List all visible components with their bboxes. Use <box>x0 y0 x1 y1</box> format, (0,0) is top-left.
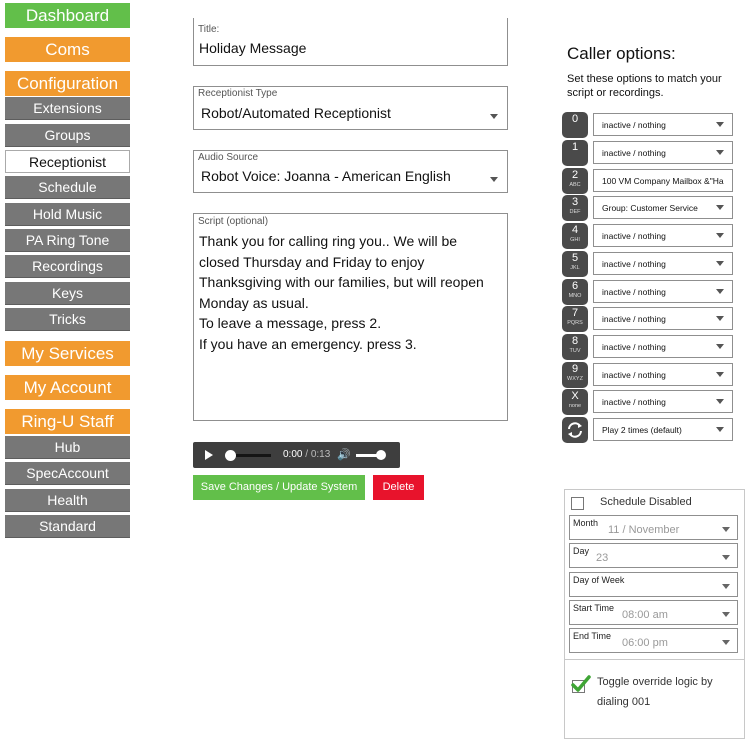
nav-my-account[interactable]: My Account <box>5 375 130 400</box>
day-of-week-label: Day of Week <box>573 575 625 585</box>
script-label: Script (optional) <box>198 216 269 227</box>
script-line: Thank you for calling ring you.. We will be <box>199 233 458 249</box>
start-time-label: Start Time <box>573 603 615 613</box>
start-time-value: 08:00 am <box>622 609 668 621</box>
chevron-down-icon <box>716 233 724 238</box>
key-letters: TUV <box>569 348 581 354</box>
chevron-down-icon <box>716 427 724 432</box>
key-letters: ABC <box>569 182 581 188</box>
save-changes-button[interactable]: Save Changes / Update System <box>193 475 365 500</box>
day-label: Day <box>573 546 590 556</box>
key-badge <box>562 334 588 360</box>
key-5-select[interactable] <box>593 252 733 275</box>
end-time-label: End Time <box>573 631 612 641</box>
audio-time-separator: / <box>302 449 311 460</box>
nav-hold-music[interactable]: Hold Music <box>5 203 130 226</box>
key-letters: WXYZ <box>567 376 583 382</box>
script-line: Monday as usual. <box>199 294 309 311</box>
nav-health[interactable]: Health <box>5 489 130 512</box>
key-letters: MNO <box>568 293 582 299</box>
chevron-down-icon <box>716 399 724 404</box>
script-text <box>199 231 484 355</box>
day-select[interactable] <box>569 543 738 568</box>
chevron-down-icon <box>716 150 724 155</box>
nav-keys[interactable]: Keys <box>5 282 130 305</box>
key-digit: X <box>571 390 579 402</box>
script-textarea[interactable] <box>193 213 508 421</box>
key-option-value: inactive / nothing <box>602 397 666 407</box>
key-digit: 7 <box>571 307 579 319</box>
chevron-down-icon <box>716 122 724 127</box>
nav-ring-u-staff[interactable]: Ring-U Staff <box>5 409 130 434</box>
chevron-down-icon <box>722 612 730 617</box>
key-option-value: inactive / nothing <box>602 148 666 158</box>
chevron-down-icon <box>722 555 730 560</box>
schedule-divider <box>565 659 744 660</box>
script-line: If you have an emergency. press 3. <box>199 335 417 352</box>
chevron-down-icon <box>490 177 498 182</box>
key-digit: 8 <box>571 335 579 347</box>
title-value: Holiday Message <box>199 40 307 56</box>
nav-groups[interactable]: Groups <box>5 124 130 147</box>
key-8-select[interactable] <box>593 335 733 358</box>
audio-duration: 0:13 <box>310 449 331 460</box>
key-option-value: inactive / nothing <box>602 259 666 269</box>
nav-tricks[interactable]: Tricks <box>5 308 130 331</box>
key-2-select[interactable] <box>593 169 733 192</box>
audio-progress-thumb[interactable] <box>225 450 236 461</box>
key-badge <box>562 251 588 277</box>
nav-configuration[interactable]: Configuration <box>5 71 130 96</box>
key-digit: 5 <box>571 252 579 264</box>
chevron-down-icon <box>490 114 498 119</box>
chevron-down-icon <box>722 640 730 645</box>
month-label: Month <box>573 518 599 528</box>
nav-hub[interactable]: Hub <box>5 436 130 459</box>
key-badge <box>562 168 588 194</box>
key-7-select[interactable] <box>593 307 733 330</box>
key-badge <box>562 195 588 221</box>
volume-thumb[interactable] <box>376 450 386 460</box>
chevron-down-icon <box>716 316 724 321</box>
nav-specaccount[interactable]: SpecAccount <box>5 462 130 485</box>
audio-current-time: 0:00 <box>283 449 303 460</box>
caller-options-title: Caller options: <box>567 44 676 63</box>
nav-pa-ring-tone[interactable]: PA Ring Tone <box>5 229 130 252</box>
receptionist-type-select[interactable] <box>193 86 508 130</box>
month-value: 11 / November <box>608 524 680 536</box>
key-badge <box>562 279 588 305</box>
key-letters: PQRS <box>567 320 583 326</box>
end-time-value: 06:00 pm <box>622 637 668 649</box>
key-digit: 1 <box>571 141 579 153</box>
key-digit: 4 <box>571 224 579 236</box>
receptionist-type-value: Robot/Automated Receptionist <box>201 105 391 121</box>
key-badge <box>562 389 588 415</box>
delete-button[interactable]: Delete <box>373 475 424 500</box>
key-option-value: inactive / nothing <box>602 370 666 380</box>
key-3-select[interactable] <box>593 196 733 219</box>
key-digit: 6 <box>571 280 579 292</box>
override-label: Toggle override logic by dialing 001 <box>597 676 713 708</box>
key-option-value: 100 VM Company Mailbox &"Ha <box>602 176 724 186</box>
key-badge <box>562 140 588 166</box>
chevron-down-icon <box>722 527 730 532</box>
nav-schedule[interactable]: Schedule <box>5 176 130 199</box>
audio-source-select[interactable] <box>193 150 508 193</box>
key-badge <box>562 362 588 388</box>
nav-my-services[interactable]: My Services <box>5 341 130 366</box>
key-digit: 9 <box>571 363 579 375</box>
key-1-select[interactable] <box>593 141 733 164</box>
key-letters: GHI <box>570 237 580 243</box>
chevron-down-icon <box>716 372 724 377</box>
script-line: closed Thursday and Friday to enjoy <box>199 253 425 270</box>
key-digit: 3 <box>571 196 579 208</box>
nav-receptionist[interactable]: Receptionist <box>5 150 130 173</box>
title-label: Title: <box>198 24 220 35</box>
receptionist-type-label: Receptionist Type <box>198 88 278 99</box>
nav-dashboard[interactable]: Dashboard <box>5 3 130 28</box>
key-option-value: inactive / nothing <box>602 120 666 130</box>
day-value: 23 <box>596 552 609 564</box>
nav-extensions[interactable]: Extensions <box>5 97 130 120</box>
nav-standard[interactable]: Standard <box>5 515 130 538</box>
key-option-value: inactive / nothing <box>602 342 666 352</box>
key-digit: 2 <box>571 169 579 181</box>
key-option-value: inactive / nothing <box>602 287 666 297</box>
key-letters: DEF <box>569 209 581 215</box>
nav-coms[interactable]: Coms <box>5 37 130 62</box>
chevron-down-icon <box>716 289 724 294</box>
key-option-value: Group: Customer Service <box>602 203 698 213</box>
key-x-select[interactable] <box>593 390 733 413</box>
chevron-down-icon <box>716 344 724 349</box>
key-letters: JKL <box>570 265 580 271</box>
repeat-icon <box>562 417 588 443</box>
chevron-down-icon <box>716 261 724 266</box>
script-line: To leave a message, press 2. <box>199 315 382 332</box>
key-badge <box>562 112 588 138</box>
key-9-select[interactable] <box>593 363 733 386</box>
month-select[interactable] <box>569 515 738 540</box>
key-4-select[interactable] <box>593 224 733 247</box>
schedule-disabled-checkbox[interactable] <box>571 497 584 510</box>
key-option-value: inactive / nothing <box>602 314 666 324</box>
key-letters: none <box>568 403 582 409</box>
nav-recordings[interactable]: Recordings <box>5 255 130 278</box>
key-badge <box>562 223 588 249</box>
audio-time <box>283 449 330 460</box>
key-0-select[interactable] <box>593 113 733 136</box>
caller-options-description: Set these options to match your script or recordings. <box>567 73 722 99</box>
audio-source-label: Audio Source <box>198 152 259 163</box>
audio-player <box>193 442 400 468</box>
chevron-down-icon <box>716 205 724 210</box>
volume-icon[interactable]: 🔊 <box>337 449 351 461</box>
chevron-down-icon <box>722 584 730 589</box>
audio-source-value: Robot Voice: Joanna - American English <box>201 168 451 184</box>
script-line: Thanksgiving with our families, but will reopen <box>199 274 484 291</box>
key-6-select[interactable] <box>593 280 733 303</box>
key-badge <box>562 306 588 332</box>
play-icon[interactable] <box>205 450 213 460</box>
end-time-select[interactable] <box>569 628 738 653</box>
check-icon <box>571 675 591 693</box>
repeat-select[interactable] <box>593 418 733 441</box>
repeat-option-value: Play 2 times (default) <box>602 425 682 435</box>
override-checkbox[interactable] <box>572 680 585 693</box>
start-time-select[interactable] <box>569 600 738 625</box>
key-digit: 0 <box>571 113 579 125</box>
day-of-week-select[interactable] <box>569 572 738 597</box>
schedule-disabled-label: Schedule Disabled <box>600 496 692 508</box>
title-field[interactable] <box>193 18 508 66</box>
key-option-value: inactive / nothing <box>602 231 666 241</box>
